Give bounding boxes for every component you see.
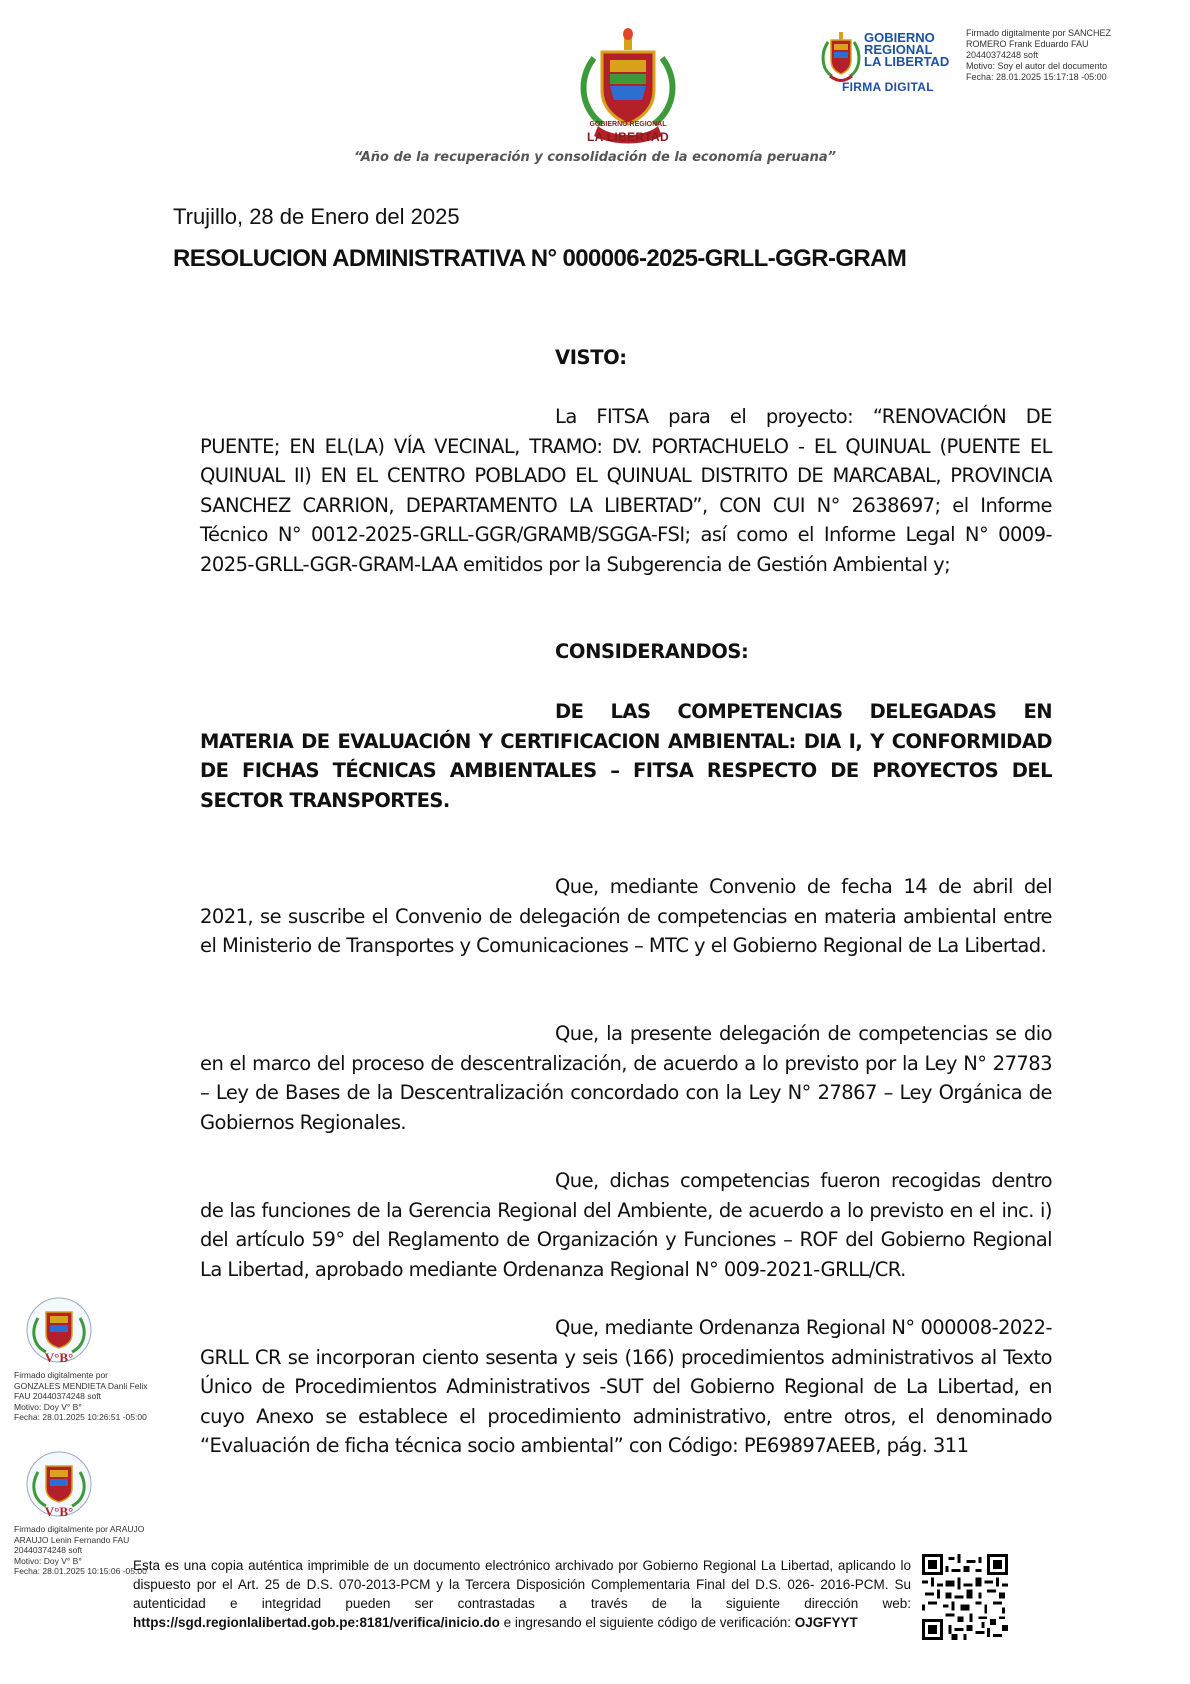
paragraph-4-text: Que, mediante Ordenanza Regional N° 000008-2022-GRLL CR se incorporan ciento sesenta y seis (166) procedimientos administrativos al Texto Único de Procedimientos Administrativos -SUT del Gobierno Regional de La Libertad, en cuyo Anexo se establece el procedimiento administrativo, entre otros, el denominado “Evaluación de ficha técnica socio ambiental” con Código: PE69897AEEB, pág. 311: [200, 1316, 1052, 1457]
stamp-info-line: Fecha: 28.01.2025 10:26:51 -05:00: [14, 1412, 147, 1422]
visto-heading: VISTO:: [555, 346, 627, 369]
stamp-info-line: Motivo: Doy V° B°: [14, 1555, 82, 1566]
signature-org-line2: REGIONAL: [864, 42, 933, 57]
document-motto: “Año de la recuperación y consolidación de la economía peruana”: [354, 150, 836, 165]
stamp-info-line: 20440374248 soft: [14, 1545, 83, 1555]
paragraph-2: [200, 1019, 1052, 1137]
crest-text-bottom: LA LIBERTAD: [587, 130, 669, 144]
stamp-info-line: Fecha: 28.01.2025 10:15:06 -05:00: [14, 1566, 147, 1576]
signature-org-line3: LA LIBERTAD: [864, 54, 950, 69]
stamp-info-line: Motivo: Doy V° B°: [14, 1401, 82, 1412]
vb-label: V°B°: [44, 1350, 74, 1365]
stamp-info-line: Firmado digitalmente por: [14, 1370, 109, 1380]
signature-organization: [864, 32, 964, 68]
vb-label: V°B°: [44, 1504, 74, 1519]
paragraph-1-text: Que, mediante Convenio de fecha 14 de abril del 2021, se suscribe el Convenio de delegación de competencias en materia ambiental entre el Ministerio de Transportes y Comunicaciones – MTC y el Gobierno Regional de La Libertad.: [200, 875, 1052, 957]
firma-digital-label: FIRMA DIGITAL: [842, 80, 934, 94]
paragraph-2-text: Que, la presente delegación de competencias se dio en el marco del proceso de descentralización, de acuerdo a lo previsto por la Ley N° 27783 – Ley de Bases de la Descentralización concordado con la Ley N° 27867 – Ley Orgánica de Gobiernos Regionales.: [200, 1022, 1052, 1134]
verification-url-link[interactable]: https://sgd.regionlalibertad.gob.pe:8181/verifica/inicio.do: [133, 1615, 500, 1630]
qr-code-icon: [922, 1554, 1008, 1640]
stamp-info-line: ARAUJO Lenin Fernando FAU: [14, 1534, 130, 1545]
verification-code: OJGFYYT: [794, 1615, 858, 1630]
signature-crest-icon: [820, 30, 862, 84]
visto-text: La FITSA para el proyecto: “RENOVACIÓN DE PUENTE; EN EL(LA) VÍA VECINAL, TRAMO: DV. PORTACHUELO - EL QUINUAL (PUENTE EL QUINUAL II) EN EL CENTRO POBLADO EL QUINUAL DISTRITO DE MARCABAL, PROVINCIA SANCHEZ CARRION, DEPARTAMENTO LA LIBERTAD”, CON CUI N° 2638697; el Informe Técnico N° 0012-2025-GRLL-GGR/GRAMB/SGGA-FSI; así como el Informe Legal N° 0009-2025-GRLL-GGR-GRAM-LAA emitidos por la Subgerencia de Gestión Ambiental y;: [200, 405, 1052, 576]
subheading-text: DE LAS COMPETENCIAS DELEGADAS EN MATERIA DE EVALUACIÓN Y CERTIFICACION AMBIENTAL: DIA I, Y CONFORMIDAD DE FICHAS TÉCNICAS AMBIENTALES – FITSA RESPECTO DE PROYECTOS DEL SECTOR TRANSPORTES.: [200, 700, 1052, 812]
signature-org-line1: GOBIERNO: [864, 30, 935, 45]
signature-info-line: Firmado digitalmente por SANCHEZ: [966, 28, 1112, 38]
resolution-title: RESOLUCION ADMINISTRATIVA N° 000006-2025-GRLL-GGR-GRAM: [173, 245, 907, 272]
stamp-info-line: Firmado digitalmente por ARAUJO: [14, 1524, 145, 1534]
signature-info-line: Fecha: 28.01.2025 15:17:18 -05:00: [966, 72, 1107, 82]
vb-stamp-icon: [24, 1450, 94, 1522]
place-and-date: Trujillo, 28 de Enero del 2025: [173, 204, 460, 229]
signature-info-line: Motivo: Soy el autor del documento: [966, 61, 1108, 71]
footer-text-2: e ingresando el siguiente código de verificación:: [499, 1615, 795, 1630]
crest-text-top: GOBIERNO REGIONAL: [589, 121, 667, 128]
stamp-info-line: FAU 20440374248 soft: [14, 1391, 101, 1401]
paragraph-3: [200, 1166, 1052, 1284]
stamp-info-line: GONZALES MENDIETA Danli Felix: [14, 1380, 148, 1391]
paragraph-3-text: Que, dichas competencias fueron recogidas dentro de las funciones de la Gerencia Regional del Ambiente, de acuerdo a lo previsto en el inc. i) del artículo 59° del Reglamento de Organización y Funciones – ROF del Gobierno Regional La Libertad, aprobado mediante Ordenanza Regional N° 009-2021-GRLL/CR.: [200, 1169, 1052, 1281]
signature-info-line: 20440374248 soft: [966, 50, 1039, 60]
regional-crest-logo: [572, 28, 684, 146]
vb-stamp-icon: [24, 1296, 94, 1368]
signature-info: [966, 28, 1141, 83]
footer-text-1: Esta es una copia auténtica imprimible de un documento electrónico archivado por Gobierno Regional La Libertad, aplicando lo dispuesto por el Art. 25 de D.S. 070-2013-PCM y la Tercera Disposición Complementaria Final del D.S. 026- 2016-PCM. Su autenticidad e integridad pueden ser contrastadas a través de la siguiente dirección web:: [133, 1558, 911, 1611]
competencias-subheading: [200, 697, 1052, 815]
visto-paragraph: [200, 402, 1052, 579]
considerandos-heading: CONSIDERANDOS:: [555, 640, 749, 663]
authenticity-footer: [133, 1556, 911, 1632]
signature-info-line: ROMERO Frank Eduardo FAU: [966, 39, 1089, 49]
paragraph-4: [200, 1313, 1052, 1461]
paragraph-1: [200, 872, 1052, 961]
stamp-1-info: [14, 1370, 189, 1423]
